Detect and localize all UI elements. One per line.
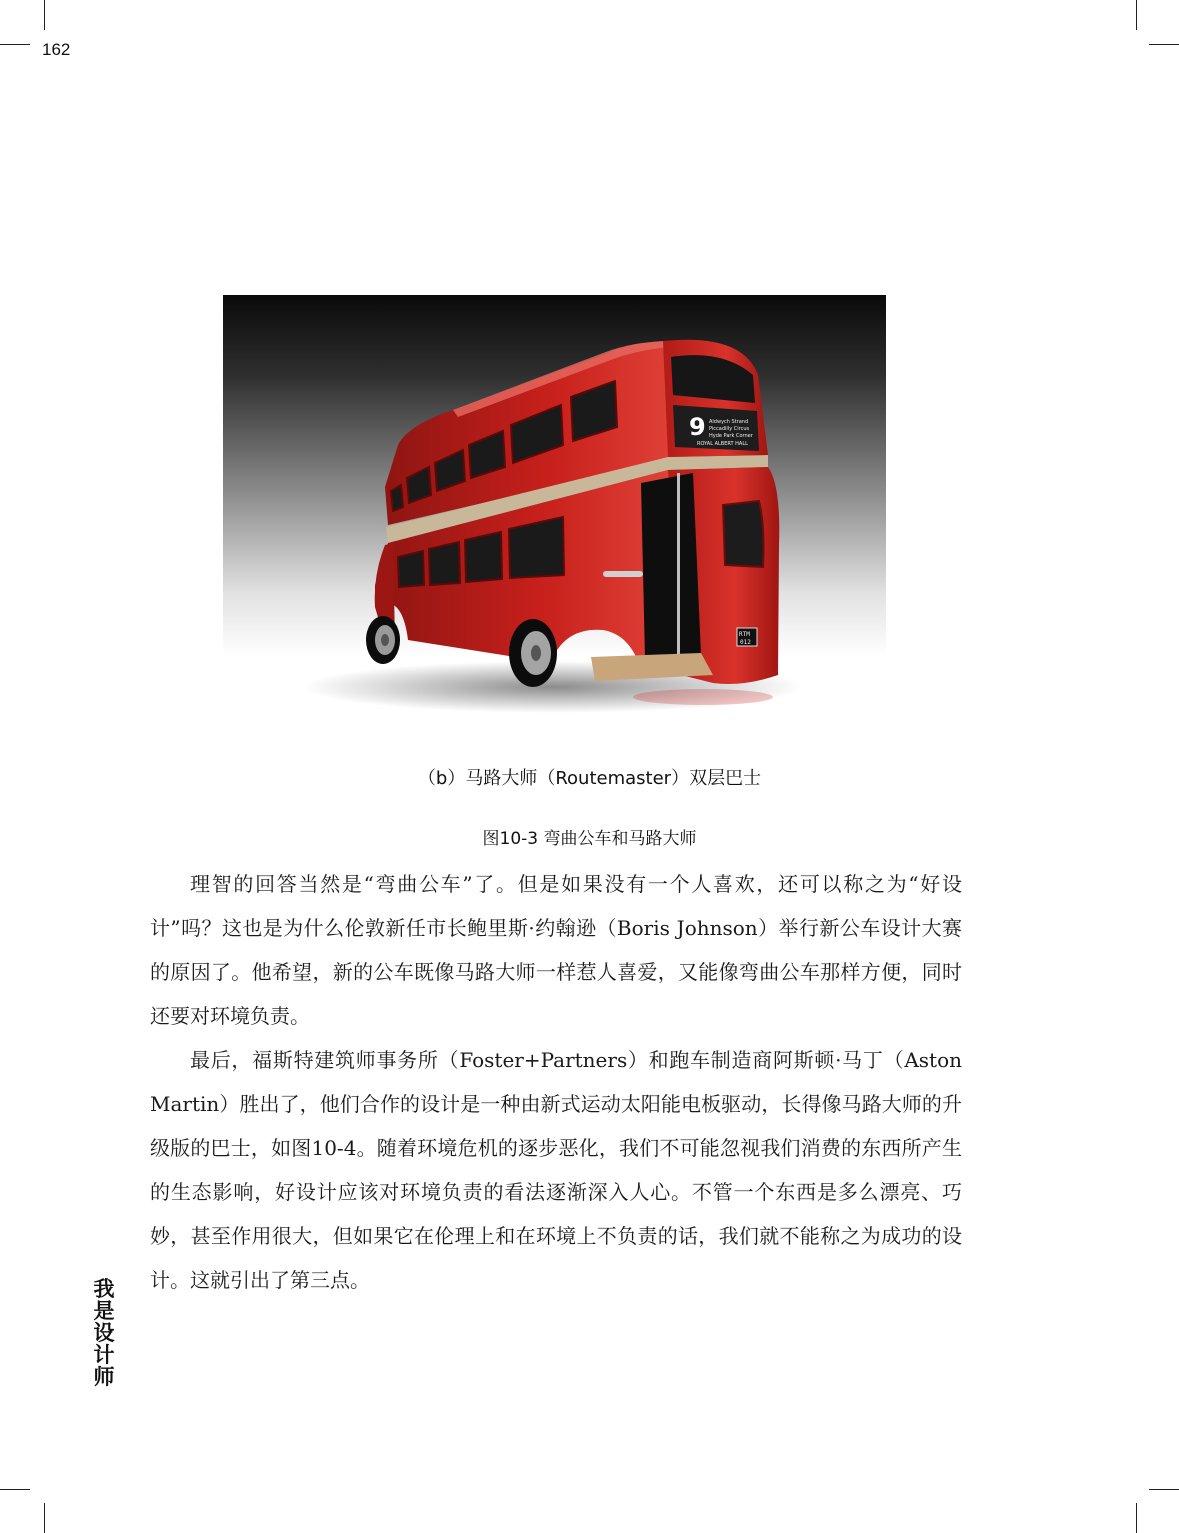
crop-mark-bottom-right-horizontal <box>1149 1489 1179 1490</box>
destination-line-3: Hyde Park Corner <box>709 433 753 439</box>
door-pole <box>677 473 680 663</box>
plate-line-2: 012 <box>740 639 751 646</box>
routemaster-bus-illustration <box>223 295 886 735</box>
route-number: 9 <box>689 413 706 441</box>
paragraph: 理智的回答当然是“弯曲公车”了。但是如果没有一个人喜欢，还可以称之为“好设计”吗？这也是为什么伦敦新任市长鲍里斯·约翰逊（Boris Johnson）举行新公车设计大赛的原因了。他希望，新的公车既像马路大师一样惹人喜爱，又能像弯曲公车那样方便，同时还要对环境负责。 <box>150 872 962 1028</box>
destination-line-4: ROYAL ALBERT HALL <box>697 441 748 447</box>
book-title-vertical: 我是设计师 <box>93 1277 115 1389</box>
crop-mark-top-left-horizontal <box>0 44 30 45</box>
rear-window <box>723 501 764 567</box>
door-handle <box>603 571 643 577</box>
crop-mark-bottom-left-horizontal <box>0 1489 30 1490</box>
rear-wheel <box>509 619 557 687</box>
body-text <box>150 862 962 1302</box>
destination-line-2: Piccadilly Circus <box>709 426 750 432</box>
page-number: 162 <box>42 40 71 59</box>
figure-caption: 图10-3 弯曲公车和马路大师 <box>482 829 697 849</box>
figure-subcaption: （b）马路大师（Routemaster）双层巴士 <box>417 768 762 789</box>
rear-doorway <box>641 473 701 659</box>
floor-reflection <box>633 689 773 705</box>
crop-mark-top-right-horizontal <box>1149 44 1179 45</box>
front-wheel <box>366 616 400 664</box>
crop-mark-top-right-vertical <box>1136 0 1137 30</box>
paragraph: 最后，福斯特建筑师事务所（Foster+Partners）和跑车制造商阿斯顿·马丁（Aston Martin）胜出了，他们合作的设计是一种由新式运动太阳能电板驱动，长得像马路大师的升级版的巴士，如图10-4。随着环境危机的逐步恶化，我们不可能忽视我们消费的东西所产生的生态影响，好设计应该对环境负责的看法逐渐深入人心。不管一个东西是多么漂亮、巧妙，甚至作用很大，但如果它在伦理上和在环境上不负责的话，我们就不能称之为成功的设计。这就引出了第三点。 <box>150 1048 962 1292</box>
crop-mark-bottom-right-vertical <box>1136 1503 1137 1533</box>
plate-line-1: RTM <box>739 631 750 638</box>
crop-mark-top-left-vertical <box>44 0 45 30</box>
crop-mark-bottom-left-vertical <box>44 1503 45 1533</box>
destination-line-1: Aldwych Strand <box>709 419 749 425</box>
bus-photo <box>223 295 886 735</box>
